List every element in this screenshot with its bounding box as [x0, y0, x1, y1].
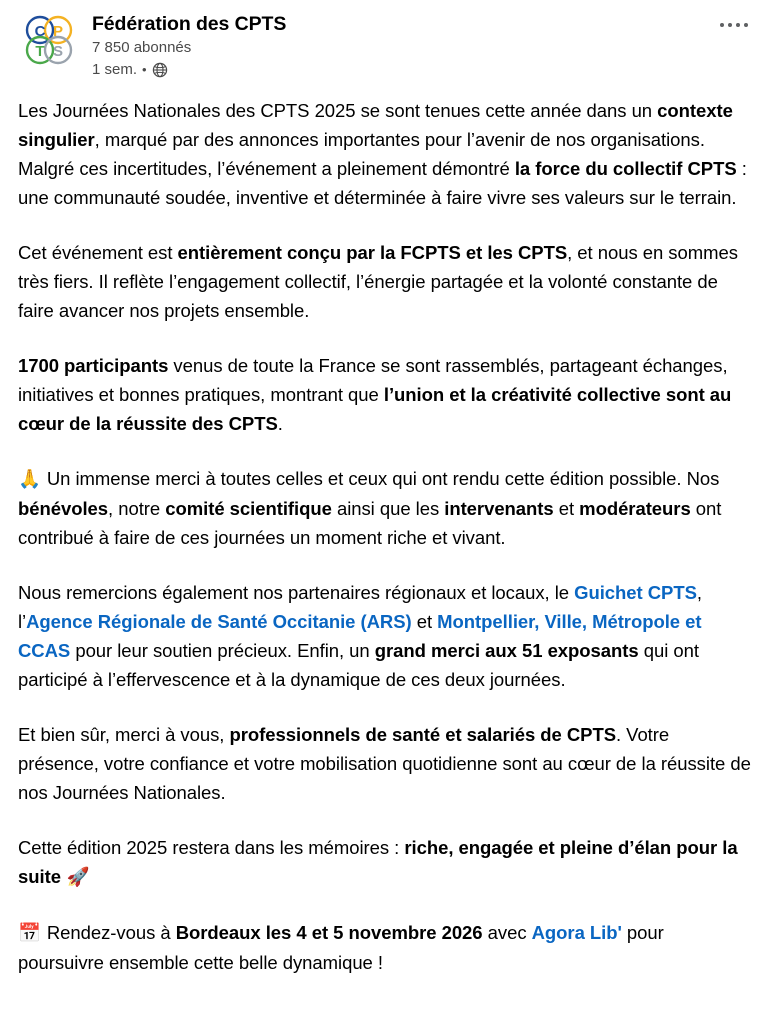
post-text: .	[277, 413, 283, 434]
more-options-button[interactable]	[717, 12, 751, 38]
more-options-icon	[720, 23, 748, 27]
post-text: Rendez-vous à	[46, 922, 176, 943]
svg-text:P: P	[52, 23, 64, 40]
post-mention-link[interactable]: Montpellier, Ville, Métropole et CCAS	[18, 611, 702, 661]
post-text-bold: la force du collectif CPTS	[514, 158, 737, 179]
post-text: et	[411, 611, 438, 632]
post-text: ont contribué à faire de ces journées un moment riche et vivant.	[18, 498, 722, 548]
post-paragraph	[18, 351, 751, 438]
meta-separator: •	[142, 62, 147, 77]
post-text-bold: riche, engagée et pleine d’élan pour la suite	[18, 837, 738, 887]
post-content	[18, 96, 751, 977]
post-paragraph	[18, 464, 751, 552]
post-mention-link[interactable]: Agence Régionale de Santé Occitanie (ARS)	[26, 611, 412, 632]
post-mention-link[interactable]: Agora Lib'	[531, 922, 622, 943]
post-text-bold: bénévoles	[18, 498, 109, 519]
post-meta	[92, 59, 751, 80]
post-text: . Votre présence, votre confiance et votre mobilisation quotidienne sont au cœur de la réussite de nos Journées Nationales.	[18, 724, 751, 803]
post-text: venus de toute la France se sont rassemblés, partageant échanges, initiatives et bonnes pratiques, montrant que	[18, 355, 728, 405]
post-text: ainsi que les	[331, 498, 445, 519]
post-text: Un immense merci à toutes celles et ceux qui ont rendu cette édition possible. Nos	[46, 468, 720, 489]
svg-text:C: C	[34, 23, 46, 40]
post-timestamp: 1 sem.	[92, 61, 138, 78]
post-author-block	[92, 10, 751, 80]
post-text-bold: contexte singulier	[18, 100, 733, 150]
post-text: pour leur soutien précieux. Enfin, un	[70, 640, 375, 661]
post-text-bold: comité scientifique	[165, 498, 332, 519]
post-text: , et nous en sommes très fiers. Il reflète l’engagement collectif, l’énergie partagée et la volonté constante de faire avancer nos projets ensemble.	[18, 242, 738, 321]
post-text-bold: grand merci aux 51 exposants	[374, 640, 639, 661]
post-mention-link[interactable]: Guichet CPTS	[574, 582, 697, 603]
post-text-bold: Bordeaux les 4 et 5 novembre 2026	[175, 922, 483, 943]
globe-icon	[152, 62, 168, 78]
post-paragraph	[18, 238, 751, 325]
post-text-bold: entièrement conçu par la FCPTS et les CPTS	[177, 242, 568, 263]
post-text: , notre	[108, 498, 166, 519]
post-text: : une communauté soudée, inventive et déterminée à faire vivre ses valeurs sur le terrain.	[18, 158, 747, 208]
post-header	[18, 10, 751, 86]
post-emoji: 🙏	[18, 469, 47, 490]
post-emoji: 📅	[18, 923, 47, 944]
post-text: , marqué par des annonces importantes pour l’avenir de nos organisations. Malgré ces incertitudes, l’événement a pleinement démontré	[18, 129, 705, 179]
post-paragraph	[18, 833, 751, 892]
cpts-logo-icon	[18, 10, 80, 72]
post-text: avec	[482, 922, 532, 943]
post-text: et	[553, 498, 580, 519]
post-text-bold: modérateurs	[579, 498, 691, 519]
post-text-bold: l’union et la créativité collective sont au cœur de la réussite des CPTS	[18, 384, 732, 434]
post-text: qui ont participé à l’effervescence et à la dynamique de ces deux journées.	[18, 640, 699, 690]
post-paragraph	[18, 918, 751, 977]
avatar[interactable]	[18, 10, 80, 72]
post-author-name[interactable]: Fédération des CPTS	[92, 13, 287, 35]
post-text-bold: professionnels de santé et salariés de CPTS	[229, 724, 616, 745]
post-text: Nous remercions également nos partenaires régionaux et locaux, le	[18, 582, 575, 603]
post-text-bold: intervenants	[444, 498, 554, 519]
post-emoji: 🚀	[60, 867, 90, 888]
post-text: Et bien sûr, merci à vous,	[18, 724, 230, 745]
svg-text:S: S	[52, 43, 64, 60]
post-paragraph	[18, 578, 751, 694]
svg-text:T: T	[35, 43, 45, 60]
post-text: pour poursuivre ensemble cette belle dynamique !	[18, 922, 664, 973]
post-paragraph	[18, 96, 751, 212]
post-text: Les Journées Nationales des CPTS 2025 se sont tenues cette année dans un	[18, 100, 658, 121]
post-text: Cet événement est	[18, 242, 178, 263]
post-author-followers: 7 850 abonnés	[92, 39, 192, 56]
post-text: , l’	[18, 582, 702, 632]
post-text: Cette édition 2025 restera dans les mémoires :	[18, 837, 405, 858]
post-text-bold: 1700 participants	[18, 355, 169, 376]
post-paragraph	[18, 720, 751, 807]
